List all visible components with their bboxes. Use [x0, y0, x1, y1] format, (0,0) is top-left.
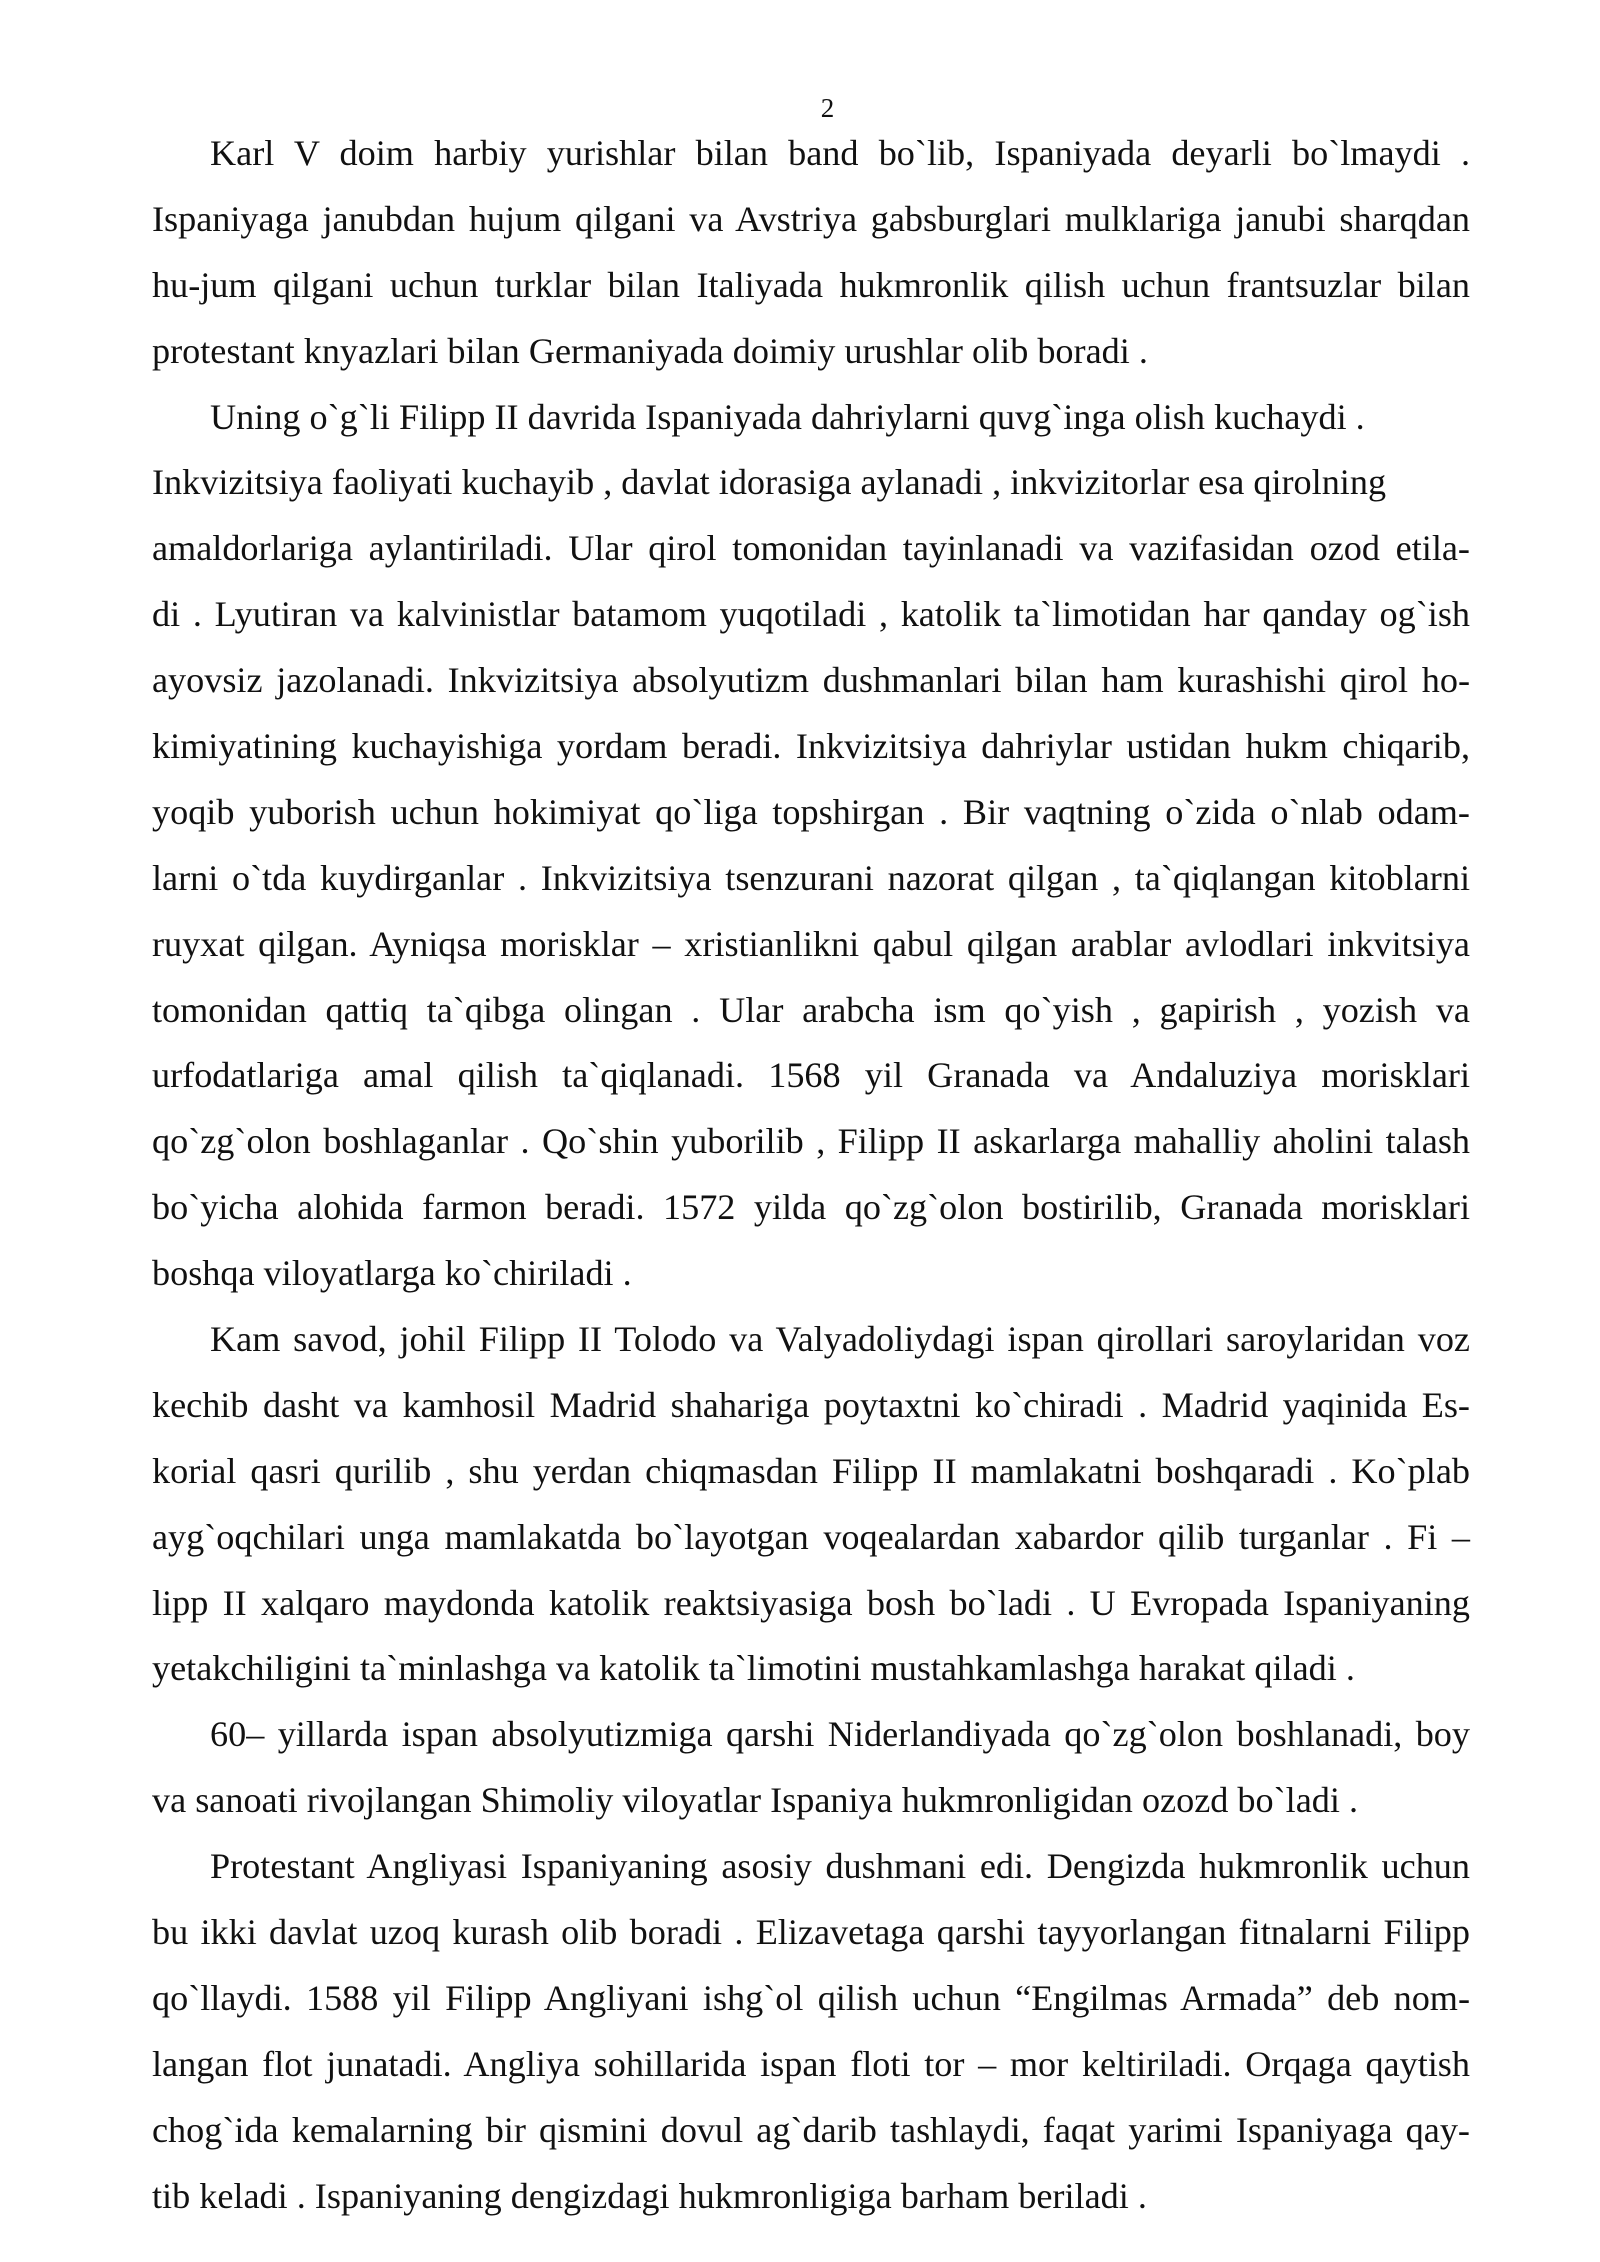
text-line: hu-jum qilgani uchun turklar bilan Italiyada hukmronlik qilish uchun frantsuzlar bilan — [152, 264, 1470, 305]
text-line: urfodatlariga amal qilish ta`qiqlanadi. 1568 yil Granada va Andaluziya morisklari — [152, 1055, 1470, 1096]
page-number: 2 — [820, 93, 835, 123]
text-line: yetakchiligini ta`minlashga va katolik ta`limotini mustahkamlashga harakat qiladi . — [152, 1648, 1355, 1689]
paragraph-first-line: Protestant Angliyasi Ispaniyaning asosiy dushmani edi. Dengizda hukmronlik uchun — [210, 1846, 1470, 1887]
text-line: amaldorlariga aylantiriladi. Ular qirol tomonidan tayinlanadi va vazifasidan ozod etila- — [152, 528, 1470, 569]
text-line: tomonidan qattiq ta`qibga olingan . Ular arabcha ism qo`yish , gapirish , yozish va — [152, 989, 1470, 1030]
text-line: ayovsiz jazolanadi. Inkvizitsiya absolyutizm dushmanlari bilan ham kurashishi qirol ho- — [152, 660, 1470, 701]
text-line: bu ikki davlat uzoq kurash olib boradi . Elizavetaga qarshi tayyorlangan fitnalarni Filipp — [152, 1912, 1470, 1953]
text-line: yoqib yuborish uchun hokimiyat qo`liga topshirgan . Bir vaqtning o`zida o`nlab odam- — [152, 791, 1470, 832]
text-line: ayg`oqchilari unga mamlakatda bo`layotgan voqealardan xabardor qilib turganlar . Fi – — [152, 1516, 1470, 1557]
text-line: Inkvizitsiya faoliyati kuchayib , davlat idorasiga aylanadi , inkvizitorlar esa qirolning — [152, 462, 1387, 503]
paragraph-first-line: Karl V doim harbiy yurishlar bilan band bo`lib, Ispaniyada deyarli bo`lmaydi . — [210, 133, 1470, 173]
text-line: kimiyatining kuchayishiga yordam beradi. Inkvizitsiya dahriylar ustidan hukm chiqarib, — [152, 726, 1470, 767]
text-line: di . Lyutiran va kalvinistlar batamom yuqotiladi , katolik ta`limotidan har qanday og`ish — [152, 594, 1470, 635]
text-line: kechib dasht va kamhosil Madrid shahariga poytaxtni ko`chiradi . Madrid yaqinida Es- — [152, 1384, 1470, 1425]
paragraph-first-line: Uning o`g`li Filipp II davrida Ispaniyada dahriylarni quvg`inga olish kuchaydi . — [210, 396, 1365, 437]
text-line: tib keladi . Ispaniyaning dengizdagi hukmronligiga barham beriladi . — [152, 2175, 1147, 2216]
text-line: korial qasri qurilib , shu yerdan chiqmasdan Filipp II mamlakatni boshqaradi . Ko`plab — [152, 1450, 1470, 1491]
paragraph-first-line: 60– yillarda ispan absolyutizmiga qarshi Niderlandiyada qo`zg`olon boshlanadi, boy — [210, 1714, 1470, 1755]
text-line: larni o`tda kuydirganlar . Inkvizitsiya tsenzurani nazorat qilgan , ta`qiqlangan kitoblarni — [152, 857, 1470, 898]
text-line: bo`yicha alohida farmon beradi. 1572 yilda qo`zg`olon bostirilib, Granada morisklari — [152, 1187, 1470, 1228]
text-line: qo`llaydi. 1588 yil Filipp Angliyani ishg`ol qilish uchun “Engilmas Armada” deb nom- — [152, 1977, 1470, 2018]
text-line: Ispaniyaga janubdan hujum qilgani va Avstriya gabsburglari mulklariga janubi sharqdan — [152, 198, 1470, 239]
text-line: chog`ida kemalarning bir qismini dovul ag`darib tashlaydi, faqat yarimi Ispaniyaga qay- — [152, 2109, 1470, 2150]
text-line: lipp II xalqaro maydonda katolik reaktsiyasiga bosh bo`ladi . U Evropada Ispaniyaning — [152, 1582, 1470, 1623]
text-line: langan flot junatadi. Angliya sohillarida ispan floti tor – mor keltiriladi. Orqaga qaytish — [152, 2043, 1470, 2084]
text-line: boshqa viloyatlarga ko`chiriladi . — [152, 1253, 632, 1294]
body-text — [152, 121, 1470, 2230]
text-line: protestant knyazlari bilan Germaniyada doimiy urushlar olib boradi . — [152, 330, 1148, 371]
paragraph-first-line: Kam savod, johil Filipp II Tolodo va Valyadoliydagi ispan qirollari saroylaridan voz — [210, 1319, 1470, 1360]
text-line: ruyxat qilgan. Ayniqsa morisklar – xristianlikni qabul qilgan arablar avlodlari inkvitsiya — [152, 923, 1470, 964]
text-line: qo`zg`olon boshlaganlar . Qo`shin yuborilib , Filipp II askarlarga mahalliy aholini talash — [152, 1121, 1470, 1162]
text-line: va sanoati rivojlangan Shimoliy viloyatlar Ispaniya hukmronligidan ozozd bo`ladi . — [152, 1780, 1358, 1821]
